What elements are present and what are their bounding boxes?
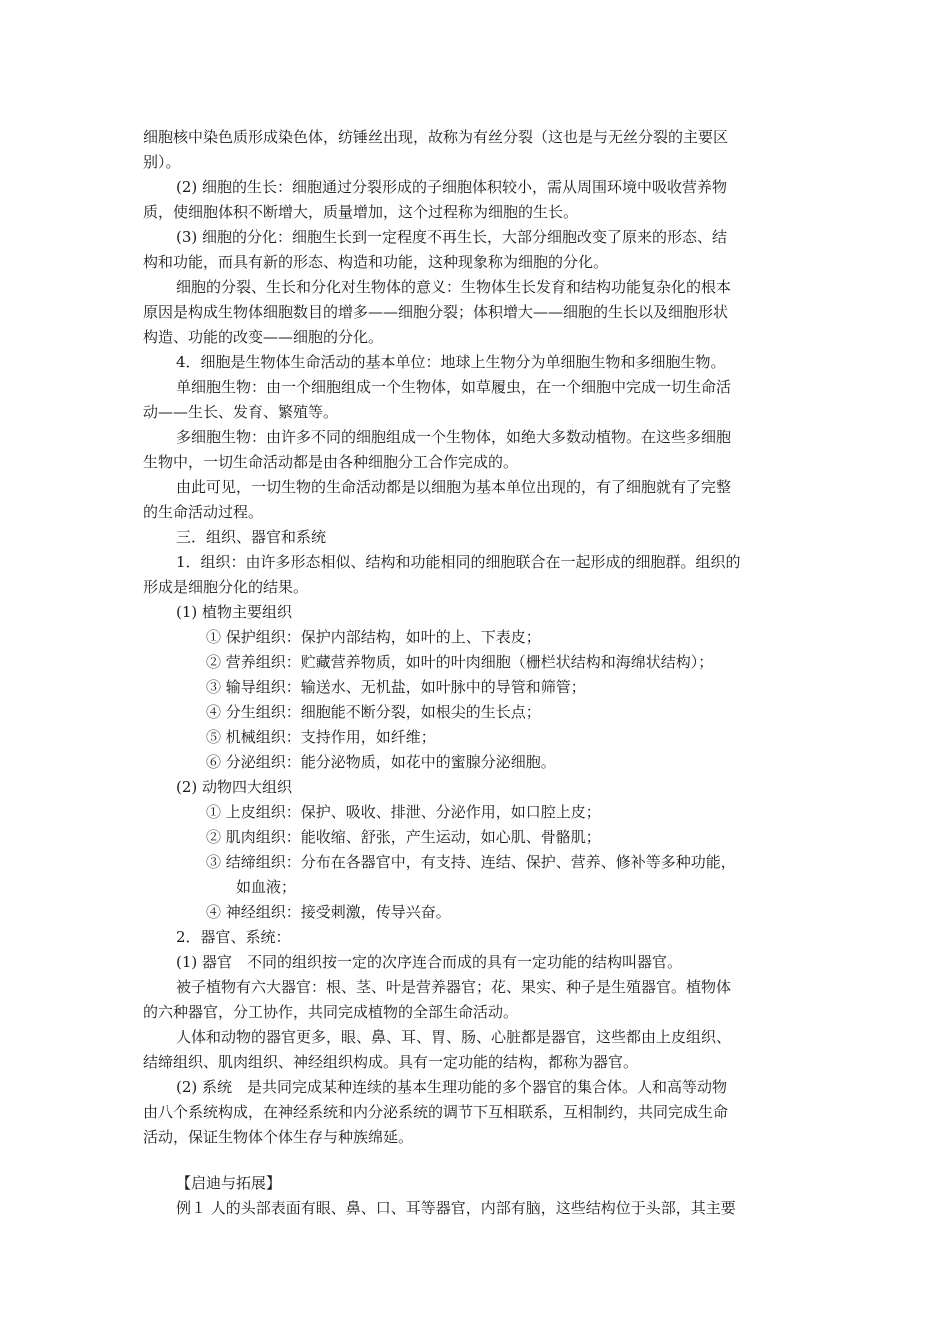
- text-line: 2．器官、系统：: [176, 928, 291, 946]
- text-line: 动——生长、发育、繁殖等。: [143, 403, 339, 421]
- list-item: ③ 输导组织：输送水、无机盐，如叶脉中的导管和筛管；: [206, 678, 586, 696]
- text-line: 形成是细胞分化的结果。: [143, 578, 309, 596]
- list-item: ① 保护组织：保护内部结构，如叶的上、下表皮；: [206, 628, 541, 646]
- text-line: (2) 动物四大组织: [176, 778, 293, 796]
- text-line: 被子植物有六大器官：根、茎、叶是营养器官；花、果实、种子是生殖器官。植物体: [176, 978, 732, 996]
- list-item-continuation: 如血液；: [236, 878, 297, 896]
- text-line: 生物中，一切生命活动都是由各种细胞分工合作完成的。: [143, 453, 519, 471]
- section-heading: 三．组织、器官和系统: [176, 528, 327, 546]
- text-line: (1) 器官 不同的组织按一定的次序连合而成的具有一定功能的结构叫器官。: [176, 953, 683, 971]
- text-line: 构和功能，而具有新的形态、构造和功能，这种现象称为细胞的分化。: [143, 253, 609, 271]
- text-line: (2) 细胞的生长：细胞通过分裂形成的子细胞体积较小，需从周围环境中吸收营养物: [176, 178, 728, 196]
- text-line: 细胞的分裂、生长和分化对生物体的意义：生物体生长发育和结构功能复杂化的根本: [176, 278, 732, 296]
- text-line: 由八个系统构成，在神经系统和内分泌系统的调节下互相联系，互相制约，共同完成生命: [143, 1103, 729, 1121]
- text-line: (2) 系统 是共同完成某种连续的基本生理功能的多个器官的集合体。人和高等动物: [176, 1078, 728, 1096]
- list-item: ② 肌肉组织：能收缩、舒张，产生运动，如心肌、骨骼肌；: [206, 828, 601, 846]
- text-line: 单细胞生物：由一个细胞组成一个生物体，如草履虫，在一个细胞中完成一切生命活: [176, 378, 732, 396]
- text-line: 人体和动物的器官更多，眼、鼻、耳、胃、肠、心脏都是器官，这些都由上皮组织、: [176, 1028, 732, 1046]
- section-heading: 【启迪与拓展】: [176, 1174, 282, 1192]
- text-line: 构造、功能的改变——细胞的分化。: [143, 328, 384, 346]
- text-line: (3) 细胞的分化：细胞生长到一定程度不再生长，大部分细胞改变了原来的形态、结: [176, 228, 728, 246]
- text-line: 原因是构成生物体细胞数目的增多——细胞分裂；体积增大——细胞的生长以及细胞形状: [143, 303, 729, 321]
- text-line: 由此可见，一切生物的生命活动都是以细胞为基本单位出现的，有了细胞就有了完整: [176, 478, 732, 496]
- text-line: 1．组织：由许多形态相似、结构和功能相同的细胞联合在一起形成的细胞群。组织的: [176, 553, 741, 571]
- list-item: ⑥ 分泌组织：能分泌物质，如花中的蜜腺分泌细胞。: [206, 753, 556, 771]
- text-line: 结缔组织、肌肉组织、神经组织构成。具有一定功能的结构，都称为器官。: [143, 1053, 639, 1071]
- text-line: 4．细胞是生物体生命活动的基本单位：地球上生物分为单细胞生物和多细胞生物。: [176, 353, 726, 371]
- text-line: 活动，保证生物体个体生存与种族绵延。: [143, 1128, 414, 1146]
- list-item: ⑤ 机械组织：支持作用，如纤维；: [206, 728, 436, 746]
- text-line: 质，使细胞体积不断增大，质量增加，这个过程称为细胞的生长。: [143, 203, 579, 221]
- text-line: 细胞核中染色质形成染色体，纺锤丝出现，故称为有丝分裂（这也是与无丝分裂的主要区: [143, 128, 729, 146]
- list-item: ② 营养组织：贮藏营养物质，如叶的叶肉细胞（栅栏状结构和海绵状结构）；: [206, 653, 714, 671]
- text-line: 别）。: [143, 153, 181, 171]
- text-line: (1) 植物主要组织: [176, 603, 293, 621]
- text-line: 的生命活动过程。: [143, 503, 264, 521]
- text-line: 多细胞生物：由许多不同的细胞组成一个生物体，如绝大多数动植物。在这些多细胞: [176, 428, 732, 446]
- list-item: ③ 结缔组织：分布在各器官中，有支持、连结、保护、营养、修补等多种功能，: [206, 853, 736, 871]
- list-item: ④ 分生组织：细胞能不断分裂，如根尖的生长点；: [206, 703, 541, 721]
- list-item: ① 上皮组织：保护、吸收、排泄、分泌作用，如口腔上皮；: [206, 803, 601, 821]
- list-item: ④ 神经组织：接受刺激，传导兴奋。: [206, 903, 451, 921]
- text-line: 例１ 人的头部表面有眼、鼻、口、耳等器官，内部有脑，这些结构位于头部，其主要: [176, 1199, 736, 1217]
- text-line: 的六种器官，分工协作，共同完成植物的全部生命活动。: [143, 1003, 519, 1021]
